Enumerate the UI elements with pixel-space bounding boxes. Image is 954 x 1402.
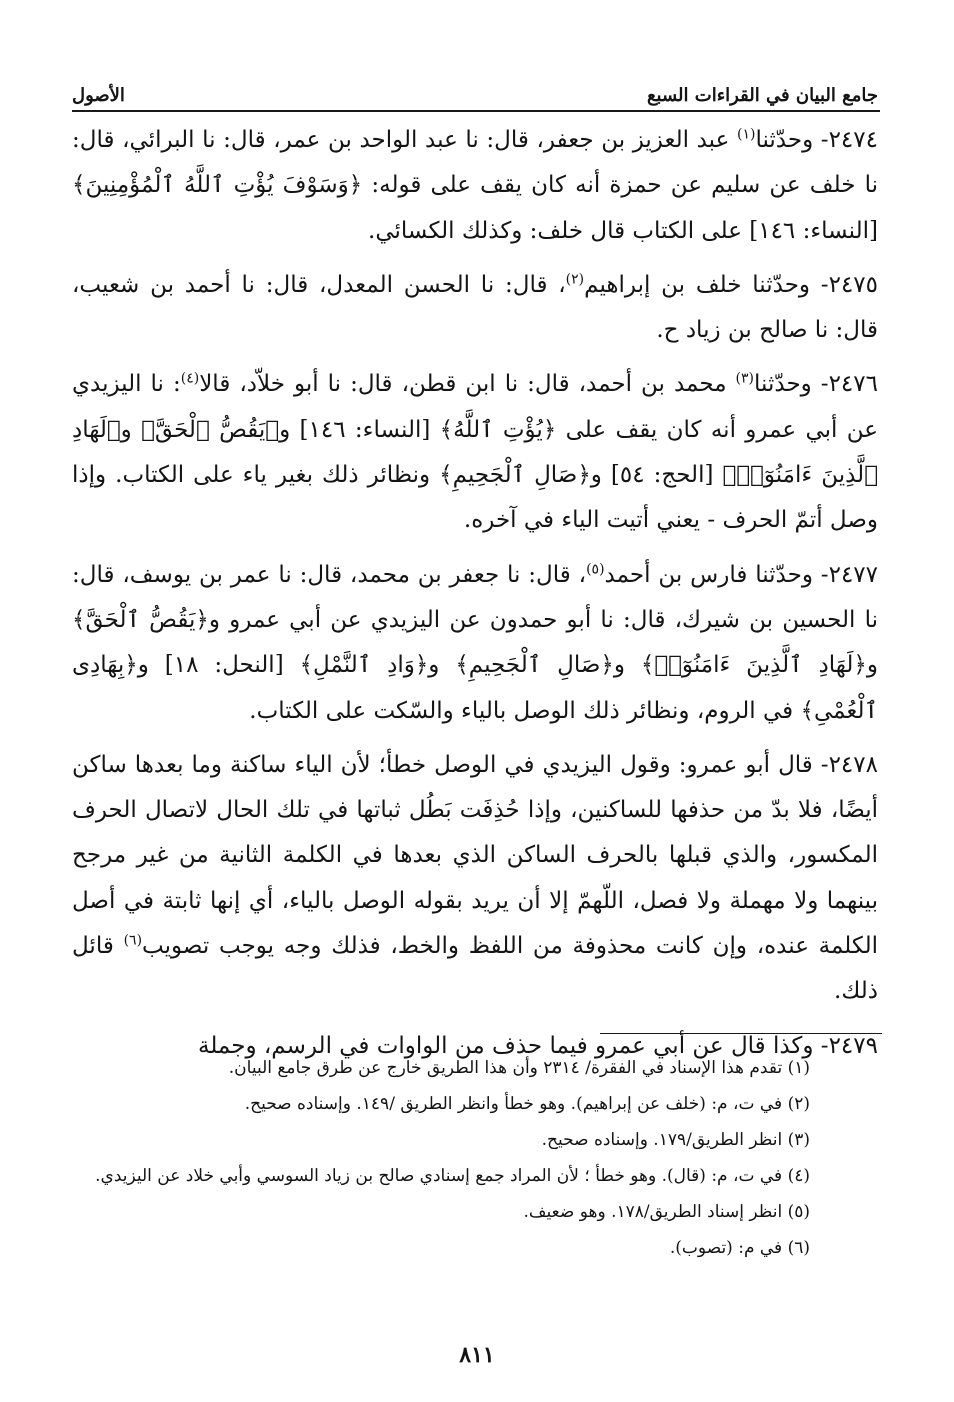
section-title: الأصول	[72, 85, 125, 106]
header-rule	[72, 110, 880, 112]
running-header	[72, 70, 878, 106]
paragraph-2476: ٢٤٧٦- وحدّثنا$^{(٣)}$ محمد بن أحمد، قال: نا ابن قطن، قال: نا أبو خلاّد، قالا$^{(٤)}$: نا اليزيدي عن أبي عمرو أنه كان يقف على ﴿يُؤْتِ ٱللَّهُ﴾ [النساء: ١٤٦] و﴿يَقُصُّ ٱلْحَقَّ﴾ و﴿لَهَادِ ٱلَّذِينَ ءَامَنُوٓا۟﴾ [الحج: ٥٤] و﴿صَالِ ٱلْجَحِيمِ﴾ ونظائر ذلك بغير ياء على الكتاب. وإذا وصل أتمّ الحرف - يعني أتيت الياء في آخره.	[72, 370, 878, 534]
footnote-ref[interactable]: (٤)	[180, 370, 200, 387]
paragraph-2479: ٢٤٧٩- وكذا قال عن أبي عمرو فيما حذف من الواوات في الرسم، وجملة	[197, 1032, 878, 1059]
footnote-1: (١) تقدم هذا الإسناد في الفقرة/ ٢٣١٤ وأن هذا الطريق خارج عن طرق جامع البيان.	[228, 1058, 810, 1078]
footnote-rule	[600, 1033, 882, 1034]
footnote-ref[interactable]: (٢)	[565, 271, 585, 288]
book-title: جامع البيان في القراءات السبع	[646, 85, 878, 106]
footnotes	[72, 1052, 810, 1268]
footnote-4: (٤) في ت، م: (قال). وهو خطأ ؛ لأن المراد جمع إسنادي صالح بن زياد السوسي وأبي خلاد عن اليزيدي.	[95, 1166, 810, 1186]
paragraph-2474: ٢٤٧٤- وحدّثنا$^{(١)}$ عبد العزيز بن جعفر، قال: نا عبد الواحد بن عمر، قال: نا البرائي، قال: نا خلف عن سليم عن حمزة أنه كان يقف على قوله: ﴿وَسَوْفَ يُؤْتِ ٱللَّهُ ٱلْمُؤْمِنِينَ﴾ [النساء: ١٤٦] على الكتاب قال خلف: وكذلك الكسائي.	[72, 126, 878, 244]
paragraph-2478: ٢٤٧٨- قال أبو عمرو: وقول اليزيدي في الوصل خطأ؛ لأن الياء ساكنة وما بعدها ساكن أيضًا، فلا بدّ من حذفها للساكنين، وإذا حُذِفَت بَطُل ثباتها في تلك الحال لاتصال الحرف المكسور، والذي قبلها بالحرف الساكن الذي بعدها في الكلمة الثانية من غير مرجح بينهما ولا مهملة ولا فصل، اللّهمّ إلا أن يريد بقوله الوصل بالياء، أي إنها ثابتة في أصل الكلمة عنده، وإن كانت محذوفة من اللفظ والخط، فذلك وجه يوجب تصويب$^{(٦)}$ قائل ذلك.	[72, 751, 878, 1005]
footnote-5: (٥) انظر إسناد الطريق/١٧٨. وهو ضعيف.	[523, 1202, 810, 1222]
footnote-ref[interactable]: (٦)	[123, 932, 143, 949]
footnote-2: (٢) في ت، م: (خلف عن إبراهيم). وهو خطأ وانظر الطريق /١٤٩. وإسناده صحيح.	[244, 1094, 810, 1114]
footnote-3: (٣) انظر الطريق/١٧٩. وإسناده صحيح.	[541, 1130, 810, 1150]
page-number: ٨١١	[459, 1342, 495, 1368]
footnote-ref[interactable]: (١)	[736, 126, 756, 143]
footnote-ref[interactable]: (٥)	[586, 561, 605, 578]
paragraph-2475: ٢٤٧٥- وحدّثنا خلف بن إبراهيم$^{(٢)}$، قال: نا الحسن المعدل، قال: نا أحمد بن شعيب، قال: نا صالح بن زياد ح.	[72, 271, 879, 344]
footnote-ref[interactable]: (٣)	[735, 370, 755, 387]
footnote-6: (٦) في م: (تصوب).	[669, 1238, 810, 1258]
main-text	[72, 118, 878, 1078]
paragraph-2477: ٢٤٧٧- وحدّثنا فارس بن أحمد$^{(٥)}$، قال: نا جعفر بن محمد، قال: نا عمر بن يوسف، قال: نا الحسين بن شيرك، قال: نا أبو حمدون عن اليزيدي عن أبي عمرو و﴿يَقُصُّ ٱلْحَقَّ﴾ و﴿لَهَادِ ٱلَّذِينَ ءَامَنُوٓا۟﴾ و﴿صَالِ ٱلْجَحِيمِ﴾ و﴿وَادِ ٱلنَّمْلِ﴾ [النحل: ١٨] و﴿بِهَادِى ٱلْعُمْىِ﴾ في الروم، ونظائر ذلك الوصل بالياء والسّكت على الكتاب.	[72, 561, 879, 724]
